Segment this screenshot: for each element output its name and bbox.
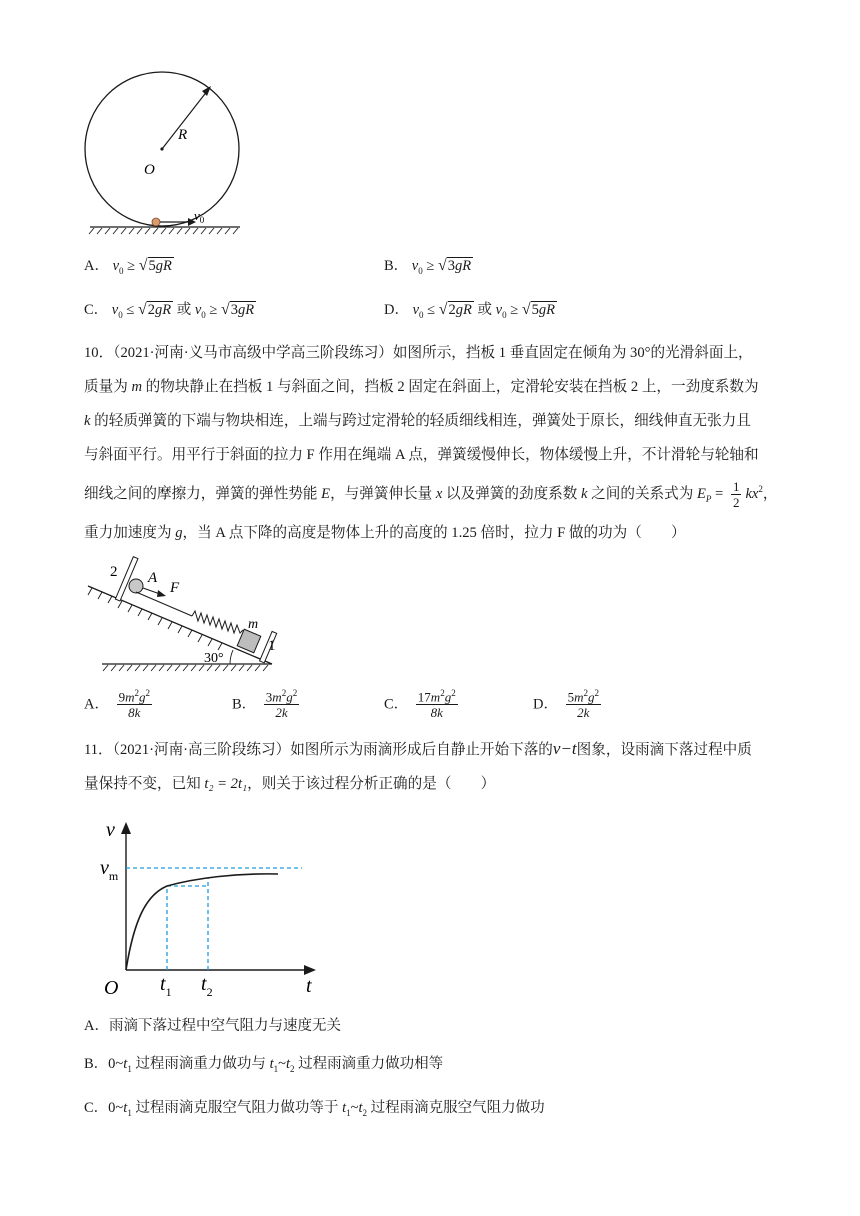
q11-option-a-text: A．雨滴下落过程中空气阻力与速度无关 (84, 1018, 341, 1034)
q11-option-b-text-c: 过程雨滴重力做功相等 (294, 1056, 444, 1072)
option-letter: D． (533, 696, 558, 713)
q9-circle-figure (80, 64, 250, 240)
label-plate-2: 2 (110, 564, 118, 580)
denominator: 2k (275, 705, 288, 721)
q9-option-d[interactable]: D． $v_0 \le √2gR$ 或 $v_0 \ge √5gR$ (384, 301, 555, 320)
label-F: F (170, 580, 180, 596)
q10-line5a: 细线之间的摩擦力，弹簧的弹性势能 (84, 485, 322, 502)
axis-v-label: v (106, 819, 115, 841)
q10-line5b: ，与弹簧伸长量 (330, 485, 436, 502)
or-word: 或 (176, 302, 192, 318)
q10-line6a: 重力加速度为 (84, 524, 176, 541)
vm-label: $v_m$ (100, 857, 119, 883)
q10-line5d: 之间的关系式为 (587, 485, 697, 502)
q9-option-b[interactable]: B． $v_0 \ge √3gR$ (384, 257, 472, 276)
q9-option-a[interactable]: A． $v_0 \ge √5gR$ (84, 257, 172, 276)
q10-line6b: ，当 A 点下降的高度是物体上升的高度的 1.25 倍时，拉力 F 做的功为（ ） (182, 524, 686, 541)
q11-option-c[interactable]: C．$0\sim t_1$ 过程雨滴克服空气阻力做功等于 $t_1\sim t_2$ 过程雨滴克服空气阻力做功 (84, 1100, 545, 1118)
q10-number: 10． (84, 345, 114, 361)
q10-option-a[interactable] (84, 686, 156, 720)
label-m: m (248, 617, 259, 632)
label-O: O (144, 162, 155, 178)
q10-incline-figure (80, 554, 280, 674)
option-letter: C． (384, 696, 409, 713)
q11-vt-graph (96, 810, 326, 1000)
q10-line1: 如图所示，挡板 1 垂直固定在倾角为 30°的光滑斜面上， (392, 345, 753, 361)
vt-label: v−t (552, 739, 577, 758)
q10-option-c[interactable] (384, 686, 462, 720)
q11-option-c-text-c: 过程雨滴克服空气阻力做功 (366, 1100, 545, 1116)
q10-line5c: 以及弹簧的劲度系数 (442, 485, 582, 502)
t2-label: $t_2$ (201, 973, 213, 999)
q11-line1a: 如图所示为雨滴形成后自静止开始下落的 (290, 742, 553, 758)
q10-line2a: 质量为 (84, 379, 132, 395)
t1-label: $t_1$ (160, 973, 172, 999)
label-R: R (178, 127, 188, 143)
q11-line2a: 量保持不变，已知 (84, 776, 205, 792)
q10-line4: 与斜面平行。用平行于斜面的拉力 F 作用在绳端 A 点，弹簧缓慢伸长，物体缓慢上升，不计滑轮与轮轴和 (84, 447, 759, 463)
q11-line2b: ，则关于该过程分析正确的是（ ） (247, 776, 496, 792)
option-letter: C． (84, 302, 109, 318)
option-letter: B． (232, 696, 257, 713)
q11-number: 11． (84, 742, 113, 758)
q11-source: （2021·河南·高三阶段练习） (112, 742, 291, 758)
or-word: 或 (477, 302, 493, 318)
label-plate-1: 1 (268, 638, 276, 654)
q9-option-c[interactable]: C． $v_0 \le √2gR$ 或 $v_0 \ge √3gR$ (84, 301, 255, 320)
numerator-coef: 9 (118, 689, 126, 705)
q11-option-b[interactable]: B．$0\sim t_1$ 过程雨滴重力做功与 $t_1\sim t_2$ 过程雨滴重力做功相等 (84, 1056, 444, 1074)
q10-line2b: 的物块静止在挡板 1 与斜面之间，挡板 2 固定在斜面上，定滑轮安装在挡板 2 上，一劲度系数为 (141, 379, 759, 395)
q11-condition: t₂ = 2t₁ (204, 776, 248, 792)
origin-label: O (104, 977, 119, 999)
q11-line1b: 图象，设雨滴下落过程中质 (576, 742, 752, 758)
denominator: 2k (577, 705, 590, 721)
q11-option-b-text-b: 过程雨滴重力做功与 (131, 1056, 270, 1072)
q10-stem: 10．（2021·河南·义马市高级中学高三阶段练习）如图所示，挡板 1 垂直固定在倾角为 30°的光滑斜面上， 质量为 m 的物块静止在挡板 1 与斜面之间，挡板 2 固定在斜面上，定滑轮安装在挡板 2 上，一劲度系数为 k 的轻质弹簧的下端与物块相连，上端与跨过定滑轮的轻质细线相连，弹簧处于原长，细线伸直无张力且 与斜面平行。用平行于斜面的拉力 F 作用在绳端 A 点，弹簧缓慢伸长，物体缓慢上升，不计滑轮与轮轴和 细线之间的摩擦力，弹簧的弹性势能 E，与弹簧伸长量 x 以及弹簧的劲度系数 k 之间的关系式为 $E_P$ = $\frac{1}{2}$ $kx^2$， 重力加速度为 g，当 A 点下降的高度是物体上升的高度的 1.25 倍时，拉力 F 做的功为（ ） (84, 345, 778, 541)
numerator-coef: 17 (417, 689, 431, 705)
q11-option-b-text-a: B．0~ (84, 1056, 124, 1072)
q11-option-c-text-a: C．0~ (84, 1100, 124, 1116)
option-letter: A． (84, 258, 109, 274)
label-angle: 30° (204, 651, 224, 666)
denominator: 8k (430, 705, 443, 721)
numerator-coef: 3 (265, 689, 273, 705)
axis-t-label: t (306, 975, 312, 997)
ball (152, 218, 160, 226)
fraction-half: $\frac{1}{2}$ (732, 479, 740, 511)
q11-option-a[interactable] (84, 1014, 341, 1035)
numerator-coef: 5 (567, 689, 575, 705)
vt-curve (126, 874, 278, 970)
q11-option-c-text-b: 过程雨滴克服空气阻力做功等于 (131, 1100, 343, 1116)
q10-option-b[interactable] (232, 686, 303, 720)
option-letter: A． (84, 696, 109, 713)
denominator: 8k (128, 705, 141, 721)
option-letter: D． (384, 302, 409, 318)
label-A: A (148, 570, 158, 586)
q10-source: （2021·河南·义马市高级中学高三阶段练习） (113, 345, 393, 361)
q10-option-d[interactable] (533, 686, 605, 720)
fraction: $\frac{17m^2g^2}{8k}$ (417, 688, 456, 721)
fraction: $\frac{9m^2g^2}{8k}$ (118, 688, 150, 721)
q11-stem (84, 732, 784, 801)
fraction: $\frac{3m^2g^2}{2k}$ (265, 688, 298, 721)
q10-line3: 的轻质弹簧的下端与物块相连，上端与跨过定滑轮的轻质细线相连，弹簧处于原长，细线伸直无张力且 (90, 413, 751, 429)
fraction: $\frac{5m^2g^2}{2k}$ (567, 688, 599, 721)
label-v0: $v_0$ (194, 208, 205, 225)
option-letter: B． (384, 258, 409, 274)
